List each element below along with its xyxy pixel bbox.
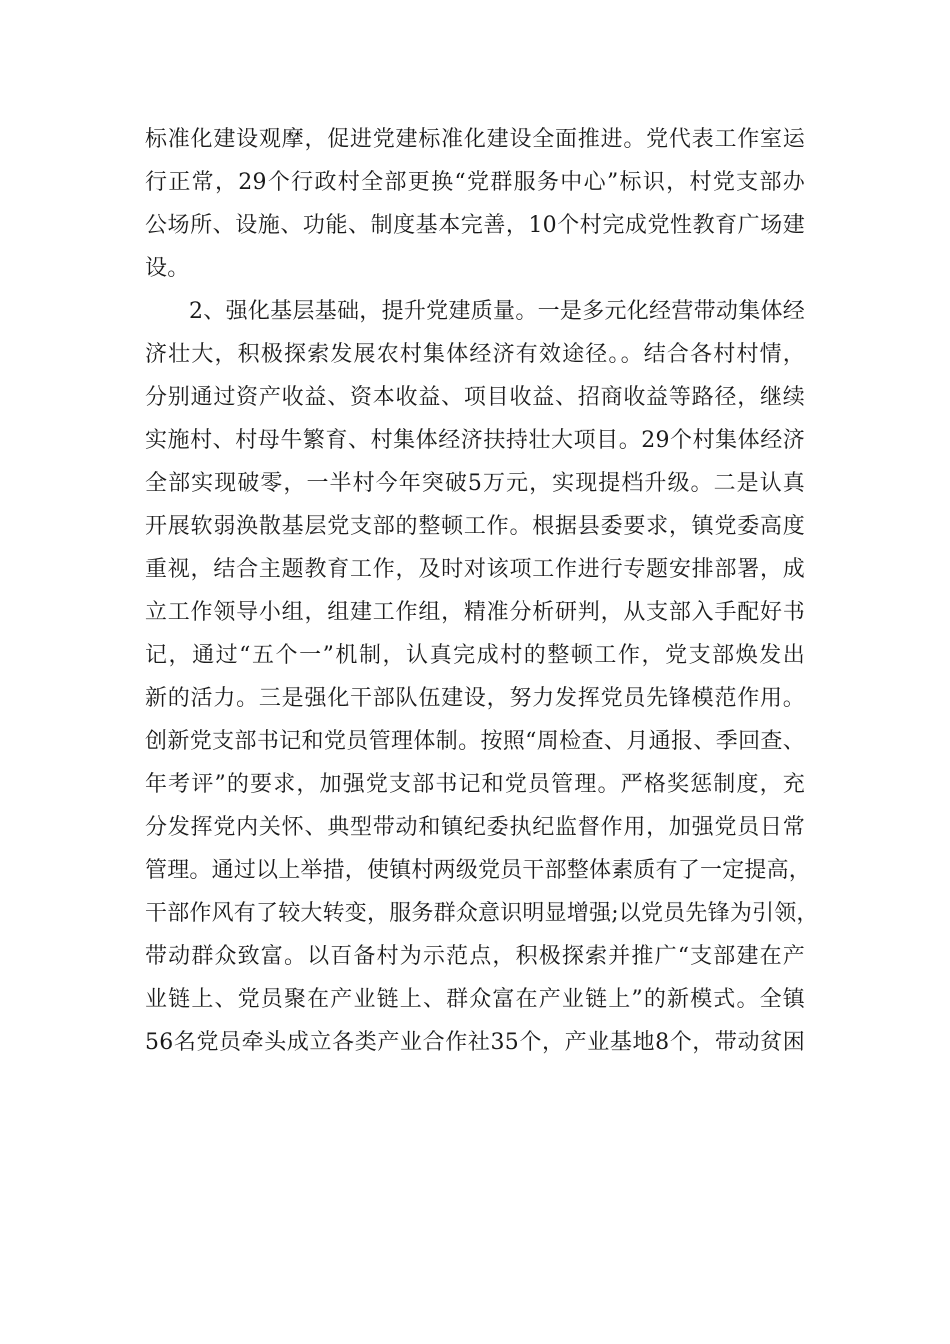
- text-line: 行正常，29个行政村全部更换“党群服务中心”标识，村党支部办: [145, 170, 805, 195]
- text-line: 带动群众致富。以百备村为示范点，积极探索并推广“支部建在产: [145, 944, 805, 969]
- text-line: 实施村、村母牛繁育、村集体经济扶持壮大项目。29个村集体经济: [145, 428, 805, 453]
- paragraph-2: [145, 290, 819, 1064]
- document-body: [145, 118, 819, 1064]
- text-line: 重视，结合主题教育工作，及时对该项工作进行专题安排部署，成: [145, 557, 805, 582]
- text-line: 分发挥党内关怀、典型带动和镇纪委执纪监督作用，加强党员日常: [145, 815, 805, 840]
- text-line: 干部作风有了较大转变，服务群众意识明显增强;以党员先锋为引领，: [145, 901, 819, 926]
- text-line: 全部实现破零，一半村今年突破5万元，实现提档升级。二是认真: [145, 471, 805, 496]
- paragraph-1: [145, 118, 805, 290]
- text-line: 新的活力。三是强化干部队伍建设，努力发挥党员先锋模范作用。: [145, 686, 805, 711]
- text-line: 公场所、设施、功能、制度基本完善，10个村完成党性教育广场建: [145, 213, 805, 238]
- text-line: 开展软弱涣散基层党支部的整顿工作。根据县委要求，镇党委高度: [145, 514, 805, 539]
- text-line: 业链上、党员聚在产业链上、群众富在产业链上”的新模式。全镇: [145, 987, 805, 1012]
- text-line: 设。: [145, 256, 190, 281]
- text-line: 济壮大，积极探索发展农村集体经济有效途径。。结合各村村情，: [145, 342, 805, 367]
- text-line: 记，通过“五个一”机制，认真完成村的整顿工作，党支部焕发出: [145, 643, 805, 668]
- text-line: 分别通过资产收益、资本收益、项目收益、招商收益等路径，继续: [145, 385, 805, 410]
- text-line: 2、强化基层基础，提升党建质量。一是多元化经营带动集体经: [189, 299, 805, 324]
- text-line: 56名党员牵头成立各类产业合作社35个，产业基地8个，带动贫困: [145, 1030, 805, 1055]
- text-line: 标准化建设观摩，促进党建标准化建设全面推进。党代表工作室运: [145, 127, 805, 152]
- text-line: 管理。通过以上举措，使镇村两级党员干部整体素质有了一定提高，: [145, 858, 812, 883]
- text-line: 年考评”的要求，加强党支部书记和党员管理。严格奖惩制度，充: [145, 772, 805, 797]
- text-line: 立工作领导小组，组建工作组，精准分析研判，从支部入手配好书: [145, 600, 805, 625]
- text-line: 创新党支部书记和党员管理体制。按照“周检查、月通报、季回查、: [145, 729, 805, 754]
